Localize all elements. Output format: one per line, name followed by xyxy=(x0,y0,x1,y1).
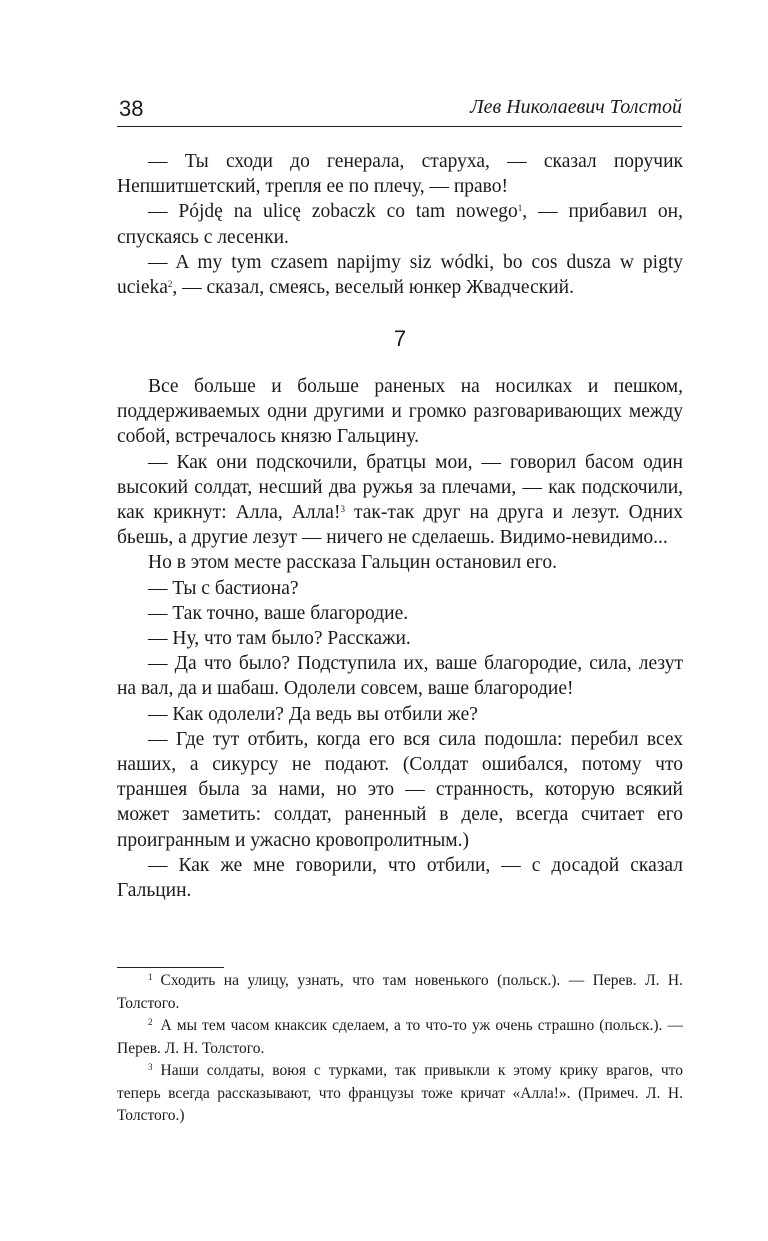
footnote-ref: 1 xyxy=(517,203,523,214)
paragraph: — Pójdę na ulicę zobaczk co tam nowego$^1$, — прибавил он, спускаясь с лесенки. xyxy=(117,201,683,248)
running-head: Лев Николаевич Толстой xyxy=(470,96,682,118)
footnotes xyxy=(117,970,683,1128)
footnote: $^3$ Наши солдаты, воюя с турками, так привыкли к этому крику врагов, что теперь всегда рассказывают, что французы тоже кричат «Алла!». (Примеч. Л. Н. Толстого.) xyxy=(117,1062,683,1124)
text-block-chapter-7 xyxy=(117,374,683,903)
footnote: $^1$ Сходить на улицу, узнать, что там новенького (польск.). — Перев. Л. Н. Толстого. xyxy=(117,972,683,1012)
footnote-ref: 2 xyxy=(167,279,173,290)
paragraph: Но в этом месте рассказа Гальцин остановил его. xyxy=(148,552,557,574)
text-block-before-chapter xyxy=(117,149,683,300)
paragraph: — Как одолели? Да ведь вы отбили же? xyxy=(148,703,478,725)
paragraph: — Ты сходи до генерала, старуха, — сказал поручик Непшитшетский, трепля ее по плечу, — право! xyxy=(117,151,683,198)
paragraph: — Так точно, ваше благородие. xyxy=(148,602,409,624)
paragraph: Все больше и больше раненых на носилках и пешком, поддерживаемых одни другими и громко разговаривающих между собой, встречалось князю Гальцину. xyxy=(117,376,683,448)
paragraph: — Да что было? Подступила их, ваше благородие, сила, лезут на вал, да и шабаш. Одолели совсем, ваше благородие! xyxy=(117,653,683,700)
footnote-separator xyxy=(117,967,224,968)
paragraph: — Ты с бастиона? xyxy=(148,577,299,599)
page-number: 38 xyxy=(119,96,144,121)
paragraph: — Как они подскочили, братцы мои, — говорил басом один высокий солдат, несший два ружья за плечами, — как подскочили, как крикнут: Алла, Алла!$^3$ так-так друг на друга и лезут. Одних бьешь, а другие лезут — ничего не сделаешь. Видимо-невидимо... xyxy=(117,451,683,549)
paragraph: — Как же мне говорили, что отбили, — с досадой сказал Гальцин. xyxy=(117,854,683,902)
footnote: $^2$ А мы тем часом кнаксик сделаем, а то что-то уж очень страшно (польск.). — Перев. Л. Н. Толстого. xyxy=(117,1017,683,1057)
page-header xyxy=(117,96,682,127)
paragraph: — Где тут отбить, когда его вся сила подошла: перебил всех наших, а сикурсу не подают. (Солдат ошибался, потому что траншея была за нами, но это — странность, которую всякий может заметить: солдат, раненный в деле, всегда считает его проигранным и ужасно кровопролитным.) xyxy=(117,728,683,851)
paragraph: — Ну, что там было? Расскажи. xyxy=(148,628,411,650)
footnote-ref: 3 xyxy=(340,504,345,515)
paragraph: — A my tym czasem napijmy siz wódki, bo cos dusza w pigty ucieka$^2$, — сказал, смеясь, веселый юнкер Жвадческий. xyxy=(117,251,683,299)
chapter-number: 7 xyxy=(393,326,407,351)
